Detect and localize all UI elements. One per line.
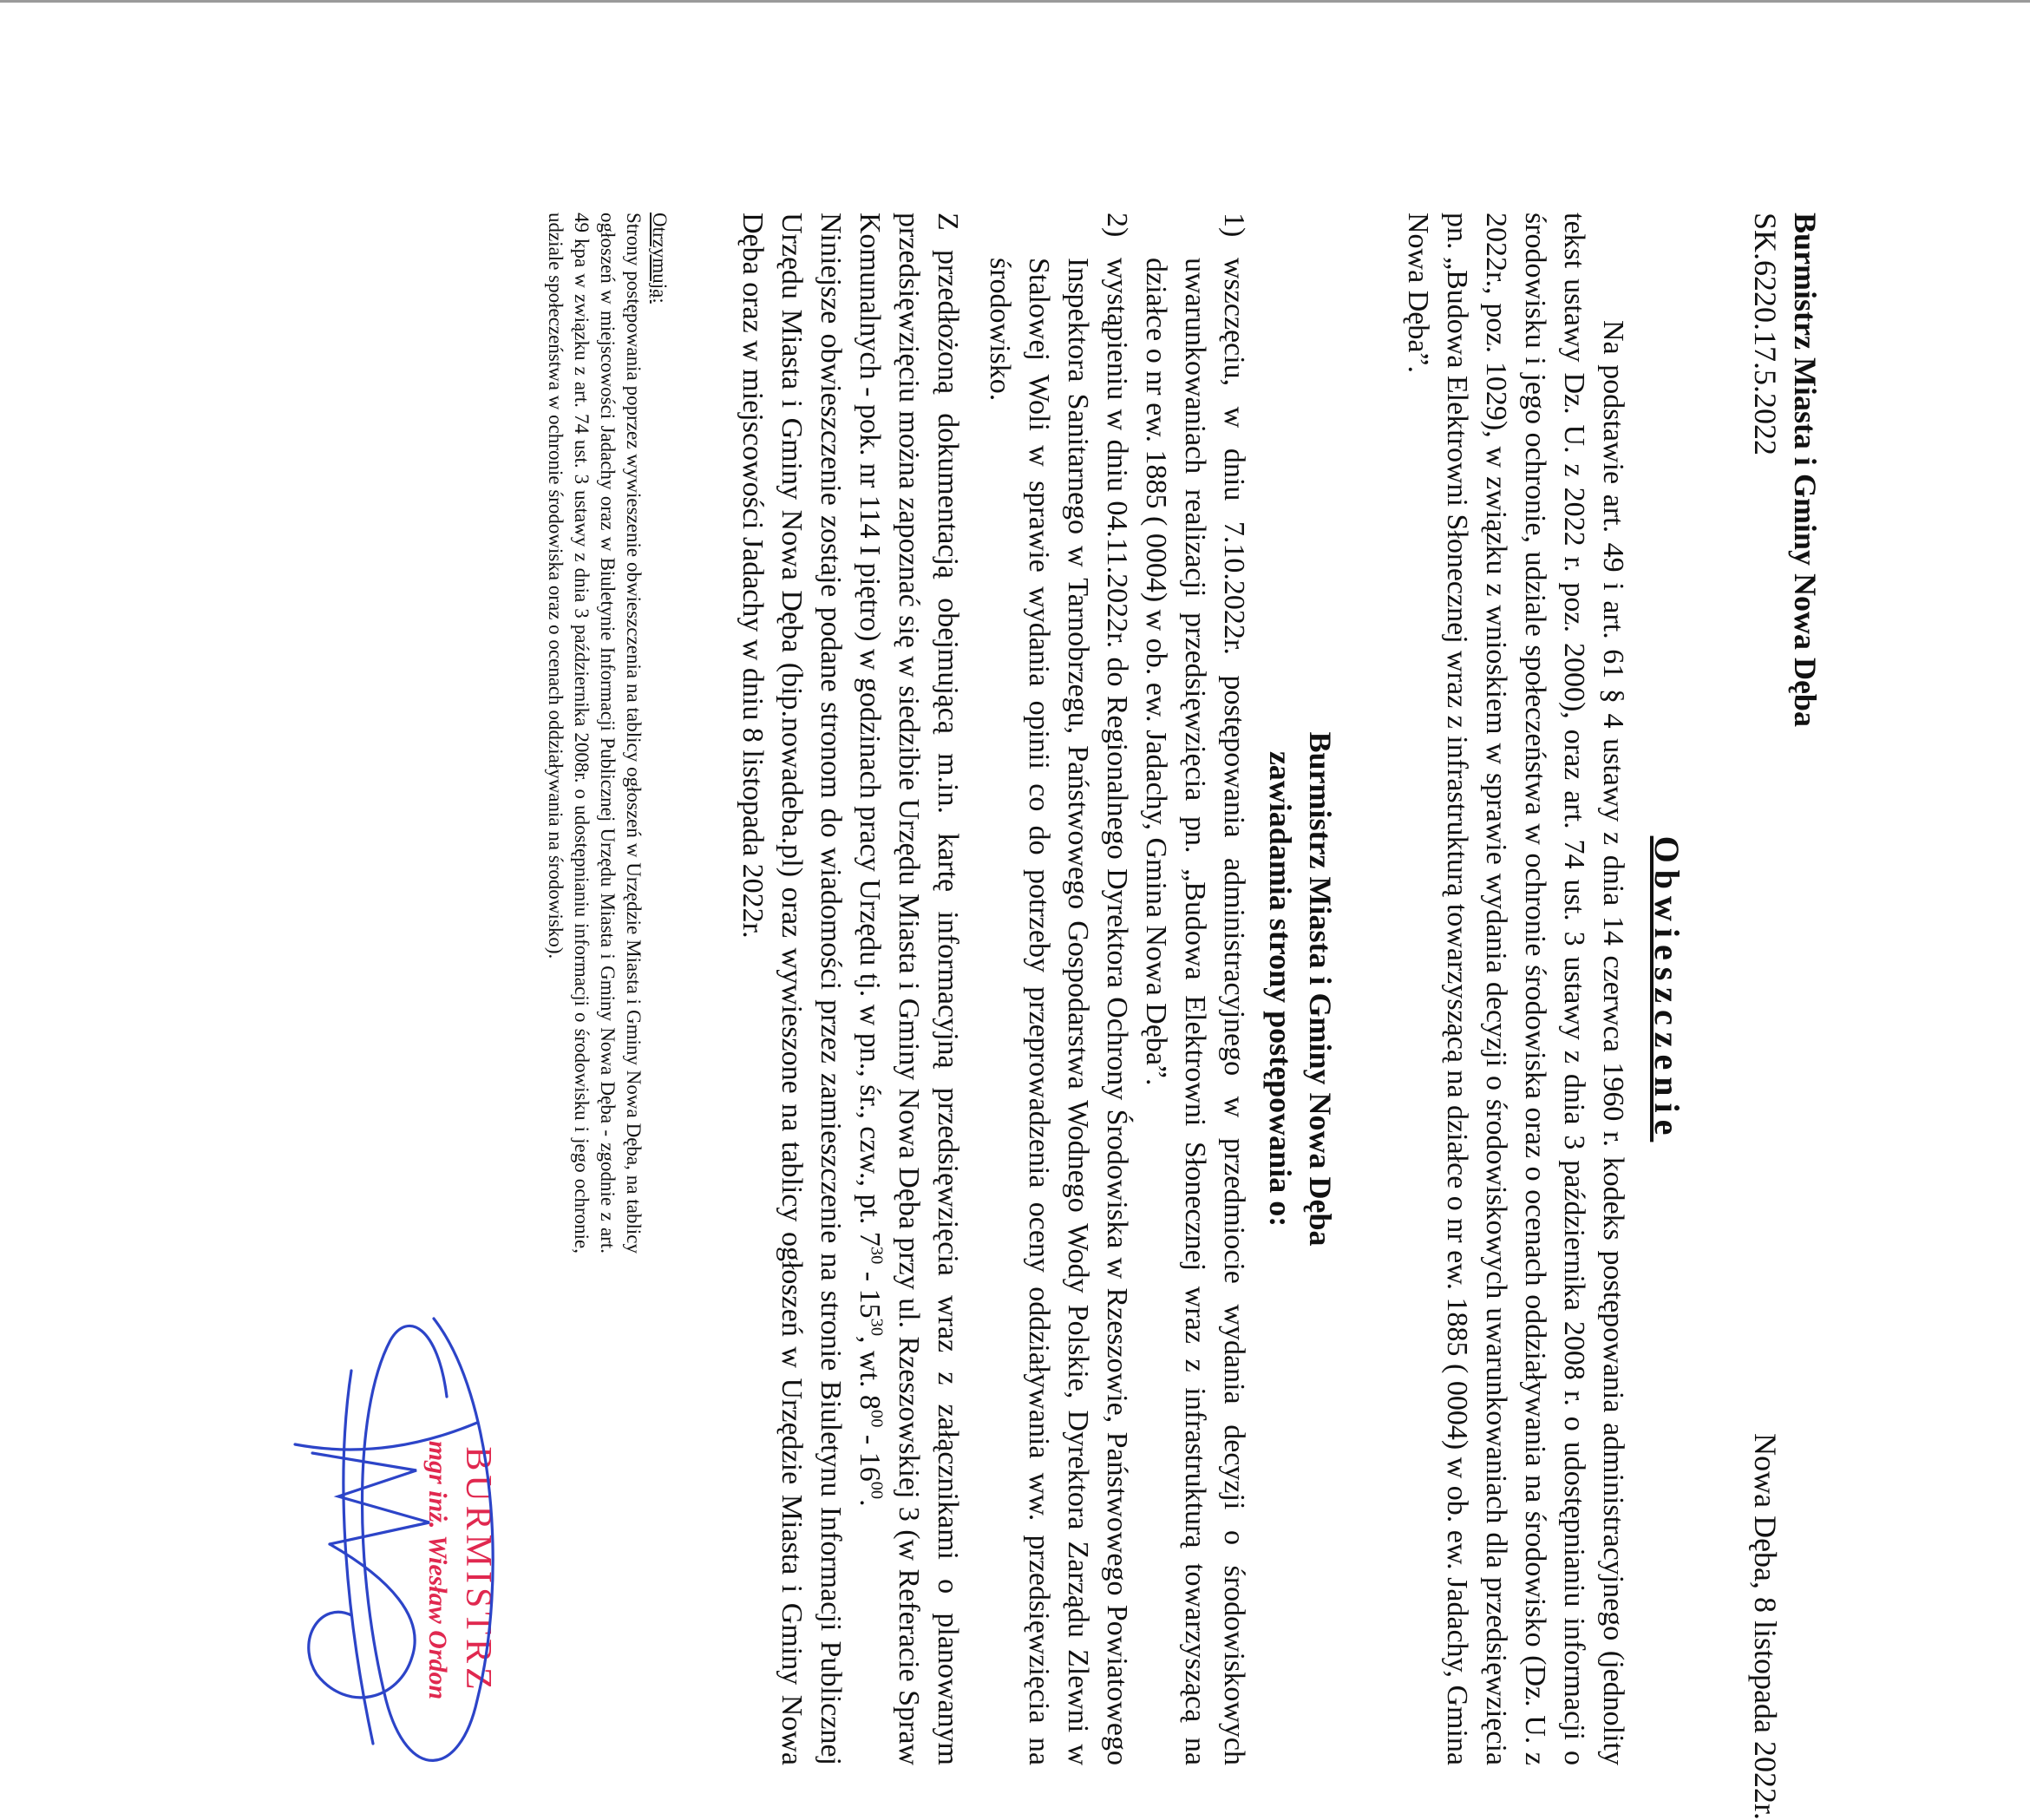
signature-strokes [295, 1319, 493, 1760]
documentation-dash-1: - 15 [854, 1264, 886, 1319]
stamp-name: mgr inż. Wiesław Ordon [423, 1440, 452, 1700]
publication-paragraph: Niniejsze obwieszczenie zostaje podane stronom do wiadomości przez zamieszczenie na stronie Biuletynu Informacji Publicznej Urzędu Miasta i Gminy Nowa Dęba (bip.nowadeba.pl) oraz wywieszone na tablicy ogłoszeń w Urzędzie Miasta i Gminy Nowa Dęba oraz w miejscowości Jadachy w dniu 8 listopada 2022r. [737, 213, 847, 1765]
recipients-label: Otrzymują: [649, 213, 671, 304]
documentation-text-b: , wt. 8 [854, 1336, 886, 1411]
hours-sup-1: 30 [867, 1246, 887, 1265]
notification-heading-line1: Burmistrz Miasta i Gminy Nowa Dęba [1303, 731, 1338, 1247]
recipients-section [542, 213, 672, 1254]
list-item-number: 2) [1101, 213, 1133, 238]
list-item [1136, 213, 1254, 1765]
case-reference: SK.6220.17.5.2022 [1748, 213, 1783, 456]
list-item-text: wystąpieniu w dniu 04.11.2022r. do Regionalnego Dyrektora Ochrony Środowiska w Rzeszowie, Państwowego Powiatowego Inspektora Sanitarnego w Tarnobrzegu, Państwowego Gospodarstwa Wodnego Wody Polskie, Dyrektora Zarządu Zlewni w Stalowej Woli w sprawie wydania opinii co do potrzeby przeprowadzenia oceny oddziaływania ww. przedsięwzięcia na środowisko. [984, 258, 1133, 1765]
notification-heading [1261, 213, 1340, 1765]
hours-sup-2: 30 [867, 1318, 887, 1337]
list-item-number: 1) [1218, 213, 1250, 238]
documentation-text-c: . [854, 1499, 886, 1507]
list-item-text: wszczęciu, w dniu 7.10.2022r. postępowania administracyjnego w przedmiocie wydania decyzji o środowiskowych uwarunkowaniach realizacji przedsięwzięcia pn. „Budowa Elektrowni Słonecznej wraz z infrastrukturą towarzyszącą na działce o nr ew. 1885 ( 0004) w ob. ew. Jadachy, Gmina Nowa Dęba”. [1140, 258, 1250, 1765]
notification-items [980, 213, 1254, 1765]
documentation-paragraph [850, 213, 967, 1765]
hours-sup-3: 00 [867, 1410, 887, 1428]
place-and-date: Nowa Dęba, 8 listopada 2022r. [1748, 1433, 1783, 1820]
handwritten-signature [269, 1293, 529, 1813]
issuing-authority: Burmistrz Miasta i Gminy Nowa Dęba [1788, 213, 1823, 727]
list-item [980, 213, 1136, 1765]
stamp-title: BURMISTRZ [458, 1446, 498, 1694]
intro-paragraph: Na podstawie art. 49 i art. 61 § 4 ustawy z dnia 14 czerwca 1960 r. kodeks postępowania administracyjnego (jednolity tekst ustawy Dz. U. z 2022 r. poz. 2000), oraz art. 74 ust. 3 ustawy z dnia 3 października 2008 r. o udostępnianiu informacji o środowisku i jego ochronie, udziale społeczeństwa w ochronie środowiska oraz o ocenach oddziaływania na środowisko (Dz. U. z 2022r., poz. 1029), w związku z wnioskiem w sprawie wydania decyzji o środowiskowych uwarunkowaniach dla przedsięwzięcia pn. „Budowa Elektrowni Słonecznej wraz z infrastrukturą towarzyszącą na działce o nr ew. 1885 ( 0004) w ob. ew. Jadachy, Gmina Nowa Dęba”. [1402, 213, 1629, 1766]
documentation-section [733, 213, 967, 1765]
hours-sup-4: 00 [867, 1481, 887, 1500]
notice-title: Obwieszczenie [1647, 835, 1686, 1142]
documentation-text-a: Z przedłożoną dokumentacją obejmującą m.in. kartę informacyjną przedsięwzięcia wraz z załącznikami o planowanym przedsięwzięciu można zapoznać się w siedzibie Urzędu Miasta i Gminy Nowa Dęba przy ul. Rzeszowskiej 3 (w Referacie Spraw Komunalnych - pok. nr 114 I piętro) w godzinach pracy Urzędu tj. w pn., śr., czw., pt. 7 [854, 213, 964, 1765]
documentation-dash-2: - 16 [854, 1427, 886, 1482]
recipients-text: Strony postępowania poprzez wywieszenie obwieszczenia na tablicy ogłoszeń w Urzędzie Miasta i Gminy Nowa Dęba, na tablicy ogłoszeń w miejscowości Jadachy oraz w Biuletynie Informacji Publicznej Urzędu Miasta i Gminy Nowa Dęba - zgodnie z art. 49 kpa w związku z art. 74 ust. 3 ustawy z dnia 3 października 2008r. o udostępnianiu informacji o środowisku i jego ochronie, udziale społeczeństwa w ochronie środowiska oraz o ocenach oddziaływania na środowisko). [545, 213, 645, 1254]
notification-heading-line2: zawiadamia strony postępowania o: [1263, 750, 1298, 1228]
